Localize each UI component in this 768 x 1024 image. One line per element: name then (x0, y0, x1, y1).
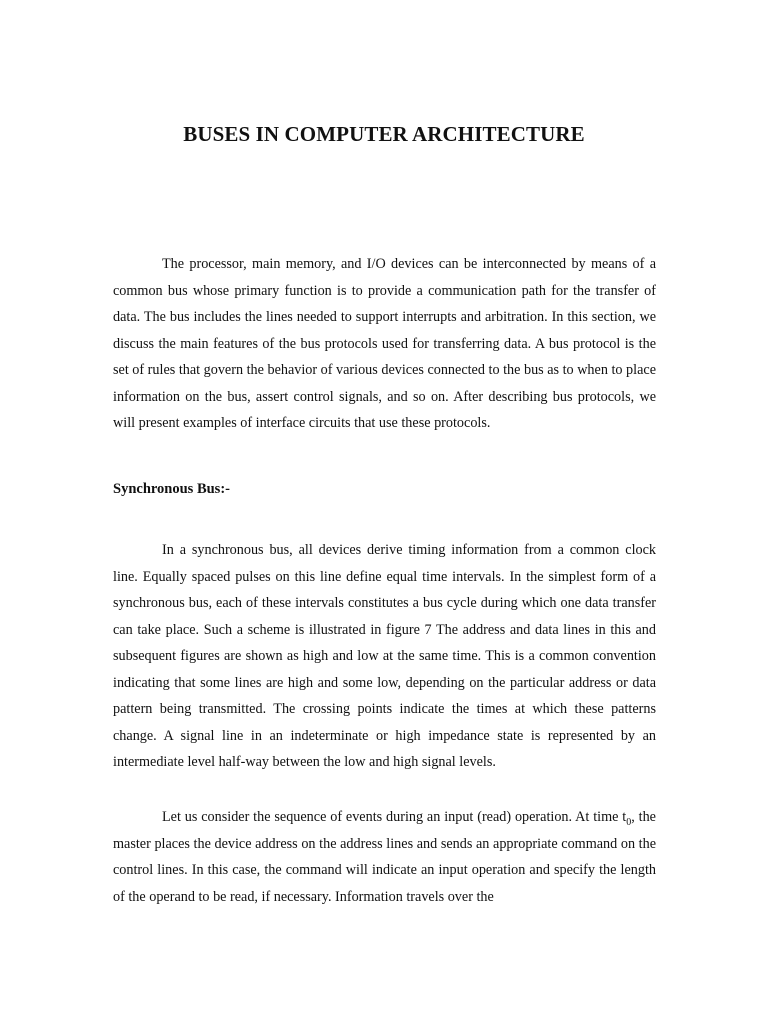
synchronous-bus-paragraph: In a synchronous bus, all devices derive timing information from a common clock line. Equally spaced pulses on this line define equal time intervals. In the simplest form of a synchronous bus, each of these intervals constitutes a bus cycle during which one data transfer can take place. Such a scheme is illustrated in figure 7 The address and data lines in this and subsequent figures are shown as high and low at the same time. This is a common convention indicating that some lines are high and some low, depending on the particular address or data pattern being transmitted. The crossing points indicate the times at which these patterns change. A signal line in an indeterminate or high impedance state is represented by an intermediate level half-way between the low and high signal levels. (113, 542, 656, 770)
intro-paragraph: The processor, main memory, and I/O devices can be interconnected by means of a common bus whose primary function is to provide a communication path for the transfer of data. The bus includes the lines needed to support interrupts and arbitration. In this section, we discuss the main features of the bus protocols used for transferring data. A bus protocol is the set of rules that govern the behavior of various devices connected to the bus as to when to place information on the bus, assert control signals, and so on. After describing bus protocols, we will present examples of interface circuits that use these protocols. (113, 256, 656, 431)
section-heading-synchronous-bus: Synchronous Bus:- (113, 481, 230, 497)
read-operation-text-rest: , the master places the device address on the address lines and sends an appropriate command on the control lines. In this case, the command will indicate an input operation and specify the length of the operand to be read, if necessary. Information travels over the (113, 809, 656, 905)
read-operation-text-start: Let us consider the sequence of events during an input (read) operation. At time t (162, 809, 627, 825)
read-operation-paragraph (113, 804, 656, 910)
time-subscript: 0 (626, 816, 632, 828)
document-title: BUSES IN COMPUTER ARCHITECTURE (183, 122, 585, 146)
